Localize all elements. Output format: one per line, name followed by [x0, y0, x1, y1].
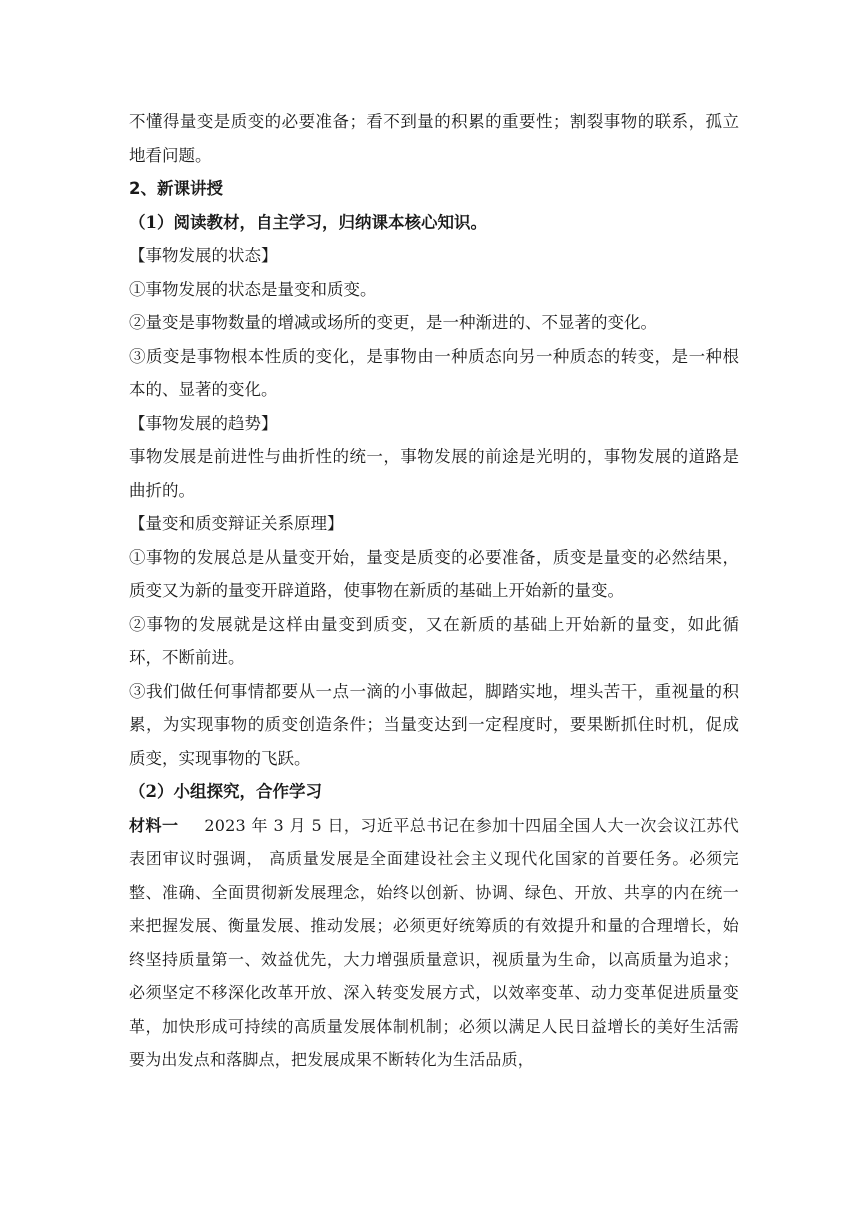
trend-paragraph: 事物发展是前进性与曲折性的统一，事物发展的前途是光明的，事物发展的道路是曲折的。: [129, 447, 739, 500]
material-one-text: 2023 年 3 月 5 日，习近平总书记在参加十四届全国人大一次会议江苏代表团审议时强调， 高质量发展是全面建设社会主义现代化国家的首要任务。必须完整、准确、全面贯彻新发展理念，始终以创新、协调、绿色、开放、共享的内在统一来把握发展、衡量发展、推动发展；必须更好统筹质的有效提升和量的合理增长，始终坚持质量第一、效益优先，大力增强质量意识，视质量为生命，以高质量为追求；必须坚定不移深化改革开放、深入转变发展方式，以效率变革、动力变革促进质量变革，加快形成可持续的高质量发展体制机制；必须以满足人民日益增长的美好生活需要为出发点和落脚点，把发展成果不断转化为生活品质，: [129, 815, 739, 1069]
material-one-label: 材料一: [129, 815, 179, 835]
state-point-1: ①事物发展的状态是量变和质变。: [129, 279, 377, 299]
state-point-2: ②量变是事物数量的增减或场所的变更，是一种渐进的、不显著的变化。: [129, 313, 657, 332]
topic-title-development-state: 【事物发展的状态】: [129, 246, 278, 265]
subsection-heading-self-study: （1）阅读教材，自主学习，归纳课本核心知识。: [129, 212, 487, 232]
subsection-heading-group-study: （2）小组探究，合作学习: [129, 782, 322, 801]
document-body: [129, 105, 739, 1077]
principle-point-3: ③我们做任何事情都要从一点一滴的小事做起，脚踏实地，埋头苦干，重视量的积累，为实现事物的质变创造条件；当量变达到一定程度时，要果断抓住时机，促成质变，实现事物的飞跃。: [129, 681, 739, 768]
state-point-3: ③质变是事物根本性质的变化，是事物由一种质态向另一种质态的转变，是一种根本的、显著的变化。: [129, 346, 739, 399]
principle-point-1: ①事物的发展总是从量变开始，量变是质变的必要准备，质变是量变的必然结果，质变又为新的量变开辟道路，使事物在新质的基础上开始新的量变。: [129, 547, 739, 600]
principle-point-2: ②事物的发展就是这样由量变到质变，又在新质的基础上开始新的量变，如此循环，不断前进。: [129, 614, 739, 667]
topic-title-development-trend: 【事物发展的趋势】: [129, 413, 278, 433]
intro-paragraph: 不懂得量变是质变的必要准备；看不到量的积累的重要性；割裂事物的联系，孤立地看问题。: [129, 112, 739, 165]
material-one-paragraph: [129, 809, 739, 1077]
topic-title-dialectical-principle: 【量变和质变辩证关系原理】: [129, 514, 344, 533]
section-heading-new-lesson: 2、新课讲授: [129, 179, 223, 198]
